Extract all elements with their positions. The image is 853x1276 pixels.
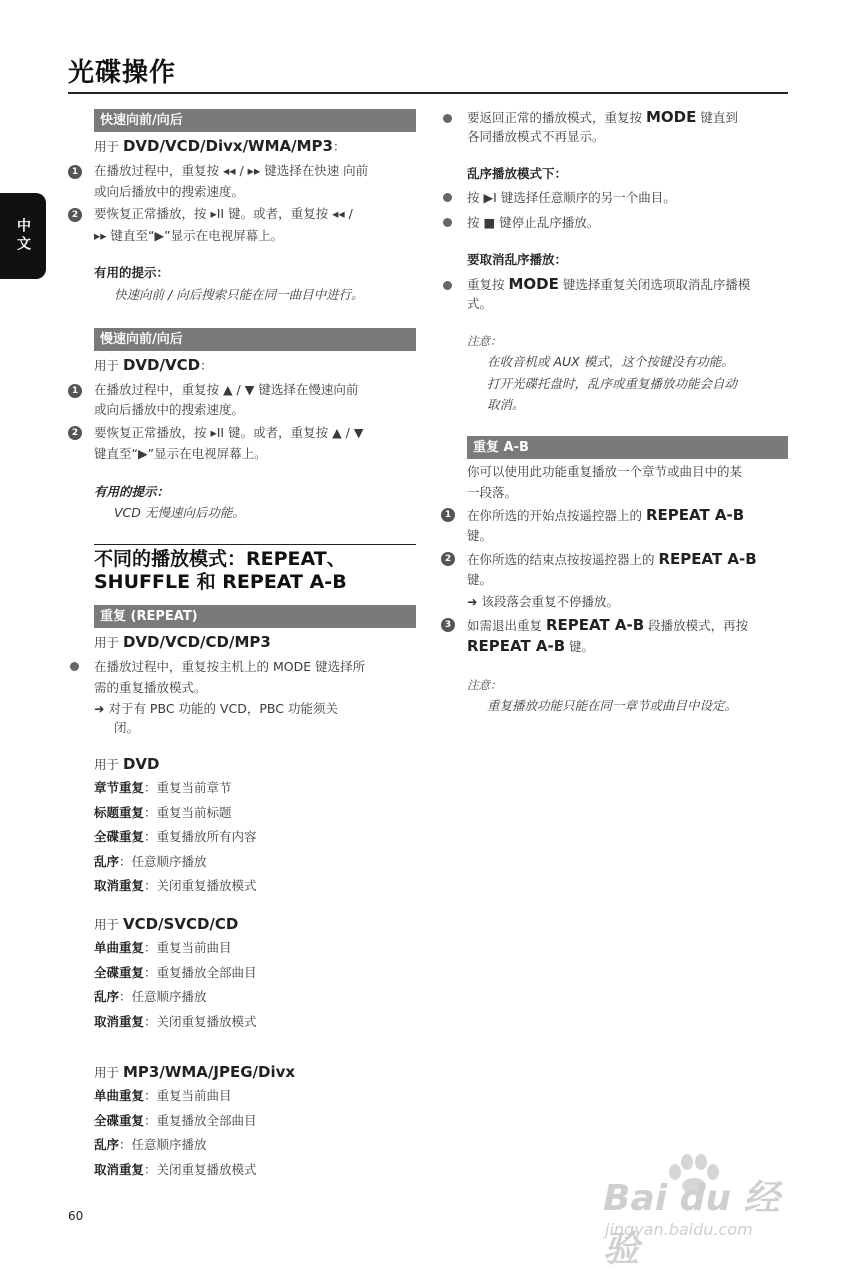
mode-description: ：关闭重复播放模式 [144,1161,257,1177]
bullet-icon [443,281,452,290]
mode-name: 乱序 [94,1137,120,1152]
repeat-ab-step2-line1: 在你所选的结束点按按遥控器上的 REPEAT A-B [467,550,757,568]
mode-description: ：重复当前章节 [144,780,232,795]
mode-name: 全碟重复 [94,964,145,980]
repeat-bullet-line1: 在播放过程中，重复按主机上的 MODE 键选择所 [94,659,366,674]
bullet-icon [443,218,452,227]
section-bar-slow-search: 慢速向前/向后 [94,328,416,351]
repeat-bullet-line2: 需的重复播放模式。 [94,680,207,695]
note-label: 注意： [467,334,502,348]
mode-definition-row [94,803,232,823]
play-modes-heading-line1: 不同的播放模式：REPEAT、 [94,548,346,570]
vcd-group-heading: 用于 VCD/SVCD/CD [94,915,239,933]
page-title: 光碟操作 [68,58,177,88]
mode-description: ：任意顺序播放 [119,989,207,1004]
shuffle-heading: 乱序播放模式下： [467,166,568,181]
watermark-url: jingyan.baidu.com [605,1220,753,1239]
mode-description: ：任意顺序播放 [119,853,207,869]
mode-name: 取消重复 [94,878,145,893]
mode-description: ：重复播放全部曲目 [144,1112,257,1128]
section-bar-repeat-ab: 重复 A-B [467,436,788,459]
fast-search-tip-label: 有用的提示： [94,265,170,280]
mode-definition-row [94,1111,257,1131]
mode-definition-row [94,1012,257,1032]
mode-definition-row [94,963,257,983]
mode-name: 全碟重复 [94,1112,145,1128]
bullet-icon [443,193,452,202]
left-column [68,0,428,1276]
repeat-ab-note-label: 注意： [467,678,502,692]
dvd-group-heading: 用于 DVD [94,755,160,773]
cancel-shuffle-line1: 重复按 MODE 键选择重复关闭选项取消乱序播模 [467,275,751,293]
step-number-2-icon: 2 [68,208,82,222]
repeat-ab-step3-line2: REPEAT A-B 键。 [467,637,595,655]
mode-description: ：重复当前标题 [144,804,232,820]
fast-search-applies-to: 用于 DVD/VCD/Divx/WMA/MP3： [94,137,346,155]
step-number-1-icon: 1 [68,165,82,179]
mode-definition-row [94,876,257,896]
slow-search-step2-line1: 要恢复正常播放，按 ▸II 键。或者，重复按 ▲ / ▼ [94,425,364,440]
section-divider [94,544,416,545]
mode-definition-row [94,987,207,1007]
slow-search-tip-label: 有用的提示： [94,484,170,499]
mode-description: ：重复当前曲目 [144,940,232,955]
page-number: 60 [68,1209,84,1223]
cancel-shuffle-line2: 式。 [467,296,493,311]
mp3-group-heading: 用于 MP3/WMA/JPEG/Divx [94,1063,296,1081]
cancel-shuffle-heading: 要取消乱序播放： [467,252,568,267]
mode-description: ：关闭重复播放模式 [144,878,257,893]
mode-definition-row [94,938,232,958]
mode-description: ：关闭重复播放模式 [144,1013,257,1029]
shuffle-next-track: 按 ▶I 键选择任意顺序的另一个曲目。 [467,190,676,205]
bullet-icon [443,114,452,123]
mode-definition-row [94,778,232,798]
watermark-main-text: Bai du 经验 [603,1178,780,1270]
mode-name: 单曲重复 [94,1088,145,1103]
step-number-1-icon: 1 [441,508,455,522]
bullet-icon [70,662,79,671]
slow-search-step2-line2: 键直至“▶”显示在电视屏幕上。 [94,446,267,461]
baidu-jingyan-watermark [603,1160,813,1270]
mode-definition-row [94,1086,232,1106]
fast-search-step1-line2: 或向后播放中的搜索速度。 [94,184,245,199]
repeat-ab-step3-line1: 如需退出重复 REPEAT A-B 段播放模式，再按 [467,616,749,634]
slow-search-step1-line2: 或向后播放中的搜索速度。 [94,402,245,417]
note-line1: 在收音机或 AUX 模式，这个按键没有功能。 [487,354,734,369]
play-modes-heading-line2: SHUFFLE 和 REPEAT A-B [94,571,347,593]
slow-search-tip-text: VCD 无慢速向后功能。 [114,505,245,520]
mode-name: 乱序 [94,853,120,869]
section-bar-fast-search: 快速向前/向后 [94,109,416,132]
right-column [440,0,800,1276]
step-number-3-icon: 3 [441,618,455,632]
step-number-1-icon: 1 [68,384,82,398]
mode-name: 乱序 [94,989,120,1004]
mode-name: 章节重复 [94,780,145,795]
mode-description: ：重复播放所有内容 [144,829,257,844]
repeat-note-line1: ➜ 对于有 PBC 功能的 VCD，PBC 功能须关 [94,701,338,716]
section-bar-repeat: 重复 (REPEAT) [94,605,416,628]
note-line2: 打开光碟托盘时，乱序或重复播放功能会自动 [487,376,738,391]
repeat-note-line2: 闭。 [114,720,140,735]
repeat-ab-intro-line1: 你可以使用此功能重复播放一个章节或曲目中的某 [467,464,743,479]
return-normal-line1: 要返回正常的播放模式，重复按 MODE 键直到 [467,108,738,126]
slow-search-applies-to: 用于 DVD/VCD： [94,356,213,374]
mode-description: ：重复当前曲目 [144,1088,232,1103]
fast-search-step2-line1: 要恢复正常播放，按 ▸II 键。或者，重复按 ◂◂ / [94,206,353,221]
language-side-tab: 中文 [0,193,46,279]
fast-search-step2-line2: ▸▸ 键直至“▶”显示在电视屏幕上。 [94,228,284,243]
mode-name: 取消重复 [94,1013,145,1029]
mode-description: ：任意顺序播放 [119,1137,207,1152]
fast-search-step1-line1: 在播放过程中，重复按 ◂◂ / ▸▸ 键选择在快速 向前 [94,163,369,178]
mode-name: 取消重复 [94,1161,145,1177]
step-number-2-icon: 2 [68,426,82,440]
mode-name: 标题重复 [94,804,145,820]
repeat-ab-intro-line2: 一段落。 [467,485,518,500]
mode-definition-row [94,827,257,847]
repeat-ab-step2-note: ➜ 该段落会重复不停播放。 [467,594,619,609]
repeat-ab-step2-line2: 键。 [467,572,493,587]
mode-description: ：重复播放全部曲目 [144,964,257,980]
repeat-applies-to: 用于 DVD/VCD/CD/MP3 [94,633,271,651]
mode-definition-row [94,852,207,872]
repeat-ab-step1-line2: 键。 [467,528,493,543]
repeat-ab-note-text: 重复播放功能只能在同一章节或曲目中设定。 [487,698,738,713]
return-normal-line2: 各同播放模式不再显示。 [467,129,605,144]
repeat-ab-step1-line1: 在你所选的开始点按遥控器上的 REPEAT A-B [467,506,745,524]
shuffle-stop: 按 ■ 键停止乱序播放。 [467,215,600,230]
mode-name: 全碟重复 [94,829,145,844]
note-line3: 取消。 [487,397,525,412]
mode-definition-row [94,1160,257,1180]
fast-search-tip-text: 快速向前 / 向后搜索只能在同一曲目中进行。 [114,287,364,302]
mode-name: 单曲重复 [94,940,145,955]
slow-search-step1-line1: 在播放过程中，重复按 ▲ / ▼ 键选择在慢速向前 [94,382,359,397]
mode-definition-row [94,1135,207,1155]
step-number-2-icon: 2 [441,552,455,566]
